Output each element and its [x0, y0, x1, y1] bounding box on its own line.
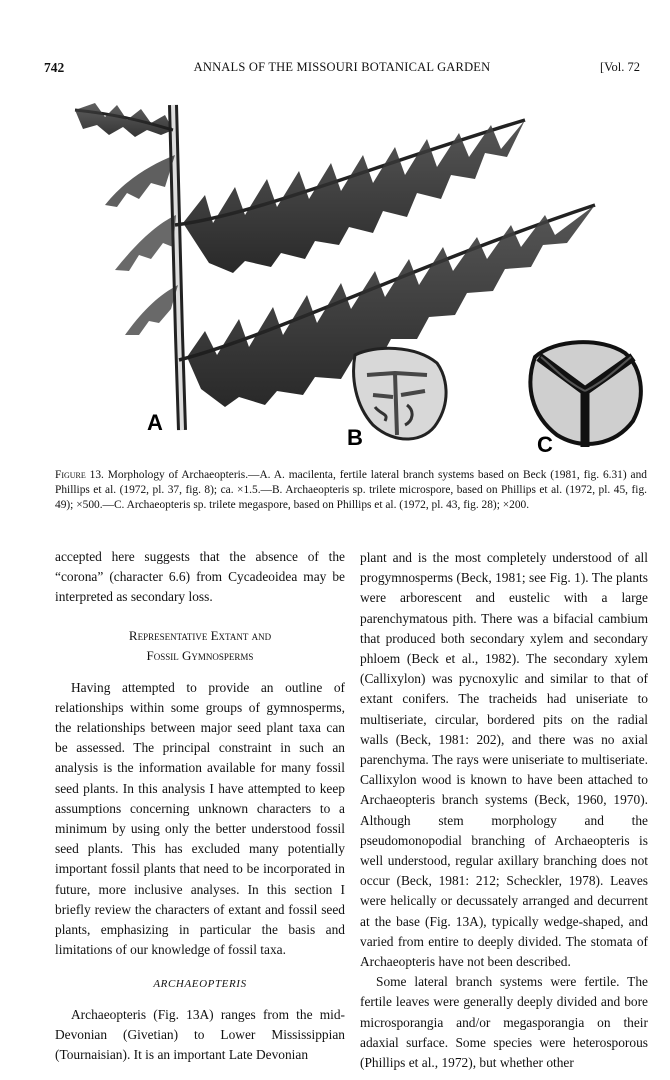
- section-heading: [55, 626, 345, 666]
- caption-lead: Figure 13.: [55, 469, 104, 481]
- section-heading-line-1: Representative Extant and: [128, 627, 272, 643]
- left-para-1: accepted here suggests that the absence of the “corona” (character 6.6) from Cycadeoidea may be interpreted as secondary loss.: [55, 549, 345, 605]
- running-header: [44, 60, 640, 80]
- panel-a-branch: [75, 103, 595, 435]
- panel-label-a: A: [147, 410, 163, 435]
- right-para-2: Some lateral branch systems were fertile. The fertile leaves were generally deeply divided and bore microsporangia and/or megasporangia on their adaxial surface. Some species were heterosporous (Phillips et al., 1972), but whether other: [360, 974, 648, 1071]
- journal-title: ANNALS OF THE MISSOURI BOTANICAL GARDEN: [193, 60, 491, 74]
- page-number: 742: [44, 60, 65, 75]
- panel-c-megaspore: [530, 342, 640, 455]
- right-para-1: plant and is the most completely understood of all progymnosperms (Beck, 1981; see Fig. 1). The plants were arborescent and eustelic with a large parenchymatous pith. There was a bifacial cambium that produced both secondary xylem and secondary phloem (Beck et al., 1982). The secondary xylem (Callixylon) was pycnoxylic and similar to that of extant conifers. The tracheids had uniseriate to multiseriate, circular, bordered pits on the radial walls (Beck, 1981: 202), and there was no axial parenchyma. The rays were uniseriate to multiseriate. Callixylon wood is known to have been attached to Archaeopteris branch systems (Beck, 1960, 1970). Although stem morphology and the pseudomonopodial branching of Archaeopteris is well understood, regular axillary branching does not occur (Beck, 1981: 212; Scheckler, 1978). Leaves were helically or decussately arranged and decurrent at the base (Fig. 13A), typically wedge-shaped, and varied from entire to deeply divided. The stomata of Archaeopteris have not been described.: [360, 550, 648, 970]
- panel-label-b: B: [347, 425, 363, 450]
- volume-label: [Vol. 72: [599, 60, 640, 74]
- figure-caption: [55, 468, 647, 513]
- subheading-archaeopteris: ARCHAEOPTERIS: [153, 978, 247, 991]
- left-column: [55, 547, 345, 1065]
- left-para-3: Archaeopteris (Fig. 13A) ranges from the mid-Devonian (Givetian) to Lower Mississippian (Tournaisian). It is an important Late Devonian: [55, 1006, 345, 1063]
- right-column: [360, 548, 648, 1073]
- panel-b-microspore: [347, 348, 446, 450]
- left-para-2: Having attempted to provide an outline of relationships within some groups of gymnosperms, the relationships between major seed plant taxa can be assessed. The principal constraint in such an analysis is the information available for many fossil seed plants. In this analysis I have attempted to keep assumptions concerning unknown characters to a minimum by using only the better understood fossil seed plants. This has excluded many potentially important fossil plants that need to be incorporated in future, more inclusive analyses. In this section I briefly review the characters of extant and fossil seed plants, emphasizing in particular the basis and limitations of our knowledge of fossil taxa.: [55, 679, 345, 958]
- figure-13: [55, 95, 645, 455]
- caption-text: Morphology of Archaeopteris.—A. A. macilenta, fertile lateral branch systems based on Beck (1981, fig. 6.31) and Phillips et al. (1972, pl. 37, fig. 8); ca. ×1.5.—B. Archaeopteris sp. trilete microspore, based on Phillips et al. (1972, pl. 45, fig. 49); ×500.—C. Archaeopteris sp. trilete megaspore, based on Phillips et al. (1972, pl. 43, fig. 28); ×200.: [55, 469, 647, 511]
- figure-13-illustration: [55, 95, 645, 455]
- panel-label-c: C: [537, 432, 553, 455]
- section-heading-line-2: Fossil Gymnosperms: [146, 647, 254, 663]
